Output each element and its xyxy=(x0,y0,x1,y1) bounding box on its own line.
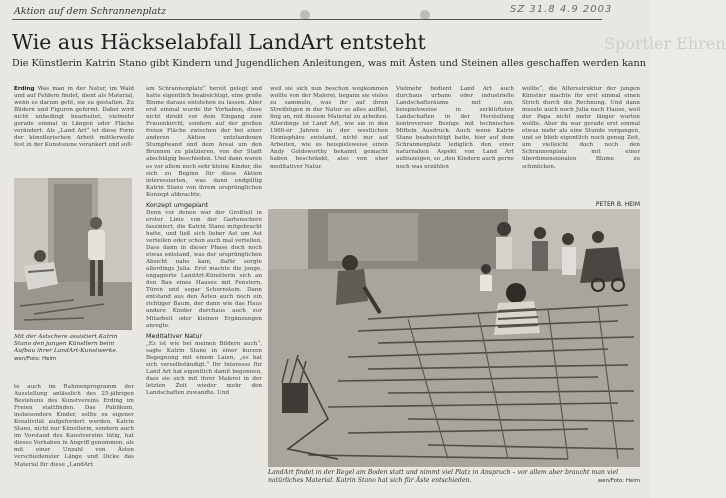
article-column-3 xyxy=(270,86,388,206)
photo-artist-with-child-image xyxy=(14,178,132,330)
section-heading: Meditativer Natur xyxy=(146,331,203,340)
article-column-5 xyxy=(522,86,640,208)
section-heading: Konzept umgeplant xyxy=(146,200,209,209)
article-column-4 xyxy=(396,86,514,206)
paragraph: wollte“, die Altersstruktur der jungen Künstler machte ihr erst einmal einen Strich durch die Rechnung. Und dann musste auch noch Julia nach Hause, weil der Papa nicht mehr länger warten wollte. Aber da war gerade erst einmal etwas mehr als eine Stunde vergangen, und so blieb eigentlich noch genug Zeit, um vielleicht doch noch den Schrannenplatz mit einer überdimensionalen Blume zu schmücken. xyxy=(522,86,640,170)
handwritten-date-note: SZ 31.8 4.9 2003 xyxy=(510,4,613,15)
dateline: Erding xyxy=(14,86,35,92)
author-byline: PETER B. HEIM xyxy=(595,200,640,208)
headline: Wie aus Häckselabfall LandArt entsteht xyxy=(12,30,426,54)
paragraph: weil sie sich nun beschon wegkommen wollte von der Malerei, begann sie vieles zu sammeln, was ihr auf ihren Streifzügen in der Natur so alles auffiel, fing an, mit diesem Material zu arbeiten. Allerdings ist Land Art, wie sie in den 1960-er Jahren in der westlichen Hemisphäre entstand, nicht nur auf Arbeiten, wie es beispielsweise einen Andy Goldsworthy bekannt gemacht haben beschränkt, also von eher meditativer Natur. xyxy=(270,86,388,170)
caption-text: Mit der Astschere assistiert Katrin Stano den jungen Künstlern beim Aufbau ihrer LandArt-Kunstwerke. xyxy=(14,334,118,355)
paragraph: Was man in der Natur, im Wald und auf Feldern findet, dient als Material, wenn es darum geht, sie zu gestalten. Zu Bildern und Figuren geformt. Dabei wird nicht unbedingt bearbeitet, vielmehr gerade einmal in Längen oder Fläche verändert. Als „Land Art“ ist diese Form der künstlerischen Arbeit mittlerweile fest in der Kunstszene verankert und soll- xyxy=(14,86,134,149)
subheadline: Die Künstlerin Katrin Stano gibt Kindern und Jugendlichen Anleitungen, was mit Ästen und Steinen alles geschaffen werden kann xyxy=(12,58,646,69)
paragraph: Denn vor denen war der Großteil in erster Linie von der Gartenschere fasziniert, die Katrin Stano mitgebracht hatte, und ließ sich lieber Ast um Ast verteilen oder schon auch mal verteilen. Dass dann in dieser Phase doch noch etwas entstand, was der ursprünglichen Absicht nahe kam, dafür sorgte allerdings Julia. Erst machte die junge, engagierte LandArt-Künstlerin sich an den Bau eines Hauses mit Fenstern, Türen und sogar Schornstein. Dann entstand aus den Ästen auch noch ein richtiger Baum, der dann wie das Haus andere Kinder durchaus auch zur Mitarbeit oder kleinen Ergänzungen anregte. xyxy=(146,209,262,329)
caption-text: LandArt findet in der Regel am Boden statt und nimmt viel Platz in Anspruch – vor allem aber braucht man viel natürliches Material. Katrin Stano hat sich für Äste entschieden. xyxy=(268,469,619,484)
photo-landart-sticks-image xyxy=(268,209,640,467)
photo-caption-large xyxy=(268,469,640,485)
photo-artist-with-child xyxy=(14,178,132,330)
article-column-1-bottom xyxy=(14,384,134,494)
photo-landart-sticks xyxy=(268,209,640,467)
article-column-1-top xyxy=(14,86,134,174)
photo-credit: wen/Foto: Heim xyxy=(14,355,57,362)
kicker-rule xyxy=(12,19,602,20)
paragraph: am Schrannenplatz“ bereit gelegt und hatte eigentlich beabsichtigt, eine große Blume daraus entstehen zu lassen. Aber erst einmal wurde ihr Vorhaben, diese nicht direkt vor dem Eingang zum Frauenkirchl, sondern auf der großen freien Fläche zwischen der bei einer anderen Aktion entstandenen Stumpfwand und dem Areal um den Brunnen zu platzieren, von der Stadt abschlägig beschieden. Und dann waren es vor allem noch sehr kleine Kinder, die sich zu Beginn für diese Aktion interessierten, was dann endgültig Katrin Stano von ihrem ursprünglichen Konzept abbrachte. xyxy=(146,86,262,198)
paragraph: Vielmehr bedient Land Art auch durchaus urbane oder industrielle Landschaftsräume mit ein, beispielsweise in zerklüfteten Landschaften in der Herstellung kontroverser Bezüge mit technischen Mitteln Ausdruck. Auch wenn Katrin Stano beabsichtigt hatte, hier auf dem Schrannenplatz lediglich den einer naturnahen Aspekt von Land Art aufzuzeigen, so „den Kindern auch gerne noch was erzählen xyxy=(396,86,514,170)
kicker: Aktion auf dem Schrannenplatz xyxy=(14,6,167,17)
bleed-through-text: Sportler Ehren xyxy=(604,34,726,53)
paragraph: te auch im Rahmenprogramm der Ausstellung anlässlich des 25-jährigen Bestehens des Kunstvereins Erding im Freien stattfinden. Das Publikum, insbesondere Kinder, sollte zu eigener Kreativität aufgefordert werden. Katrin Stano, nicht nur Künstlerin, sondern auch im Vorstand des Kunstvereins tätig, hat dieses Vorhaben in Angriff genommen, als mit einer Unzahl von Ästen verschiedenster Länge und Dicke das Material für diese „LandArt xyxy=(14,384,134,468)
photo-caption-small xyxy=(14,334,136,363)
paragraph: „Es ist wie bei meinen Bildern auch“, sagte Katrin Stano in einer kurzen Begegnung mit einem Laien, „es hat sich verselbständigt.“ Ihr Interesse für Land Art hat eigentlich damit begonnen, dass sie sich mit ihrer Malerei in der letzten Zeit wieder mehr den Landschaften zuwandte. Und xyxy=(146,340,262,396)
article-column-2 xyxy=(146,86,262,494)
photo-credit: wen/Foto: Heim xyxy=(597,478,640,484)
